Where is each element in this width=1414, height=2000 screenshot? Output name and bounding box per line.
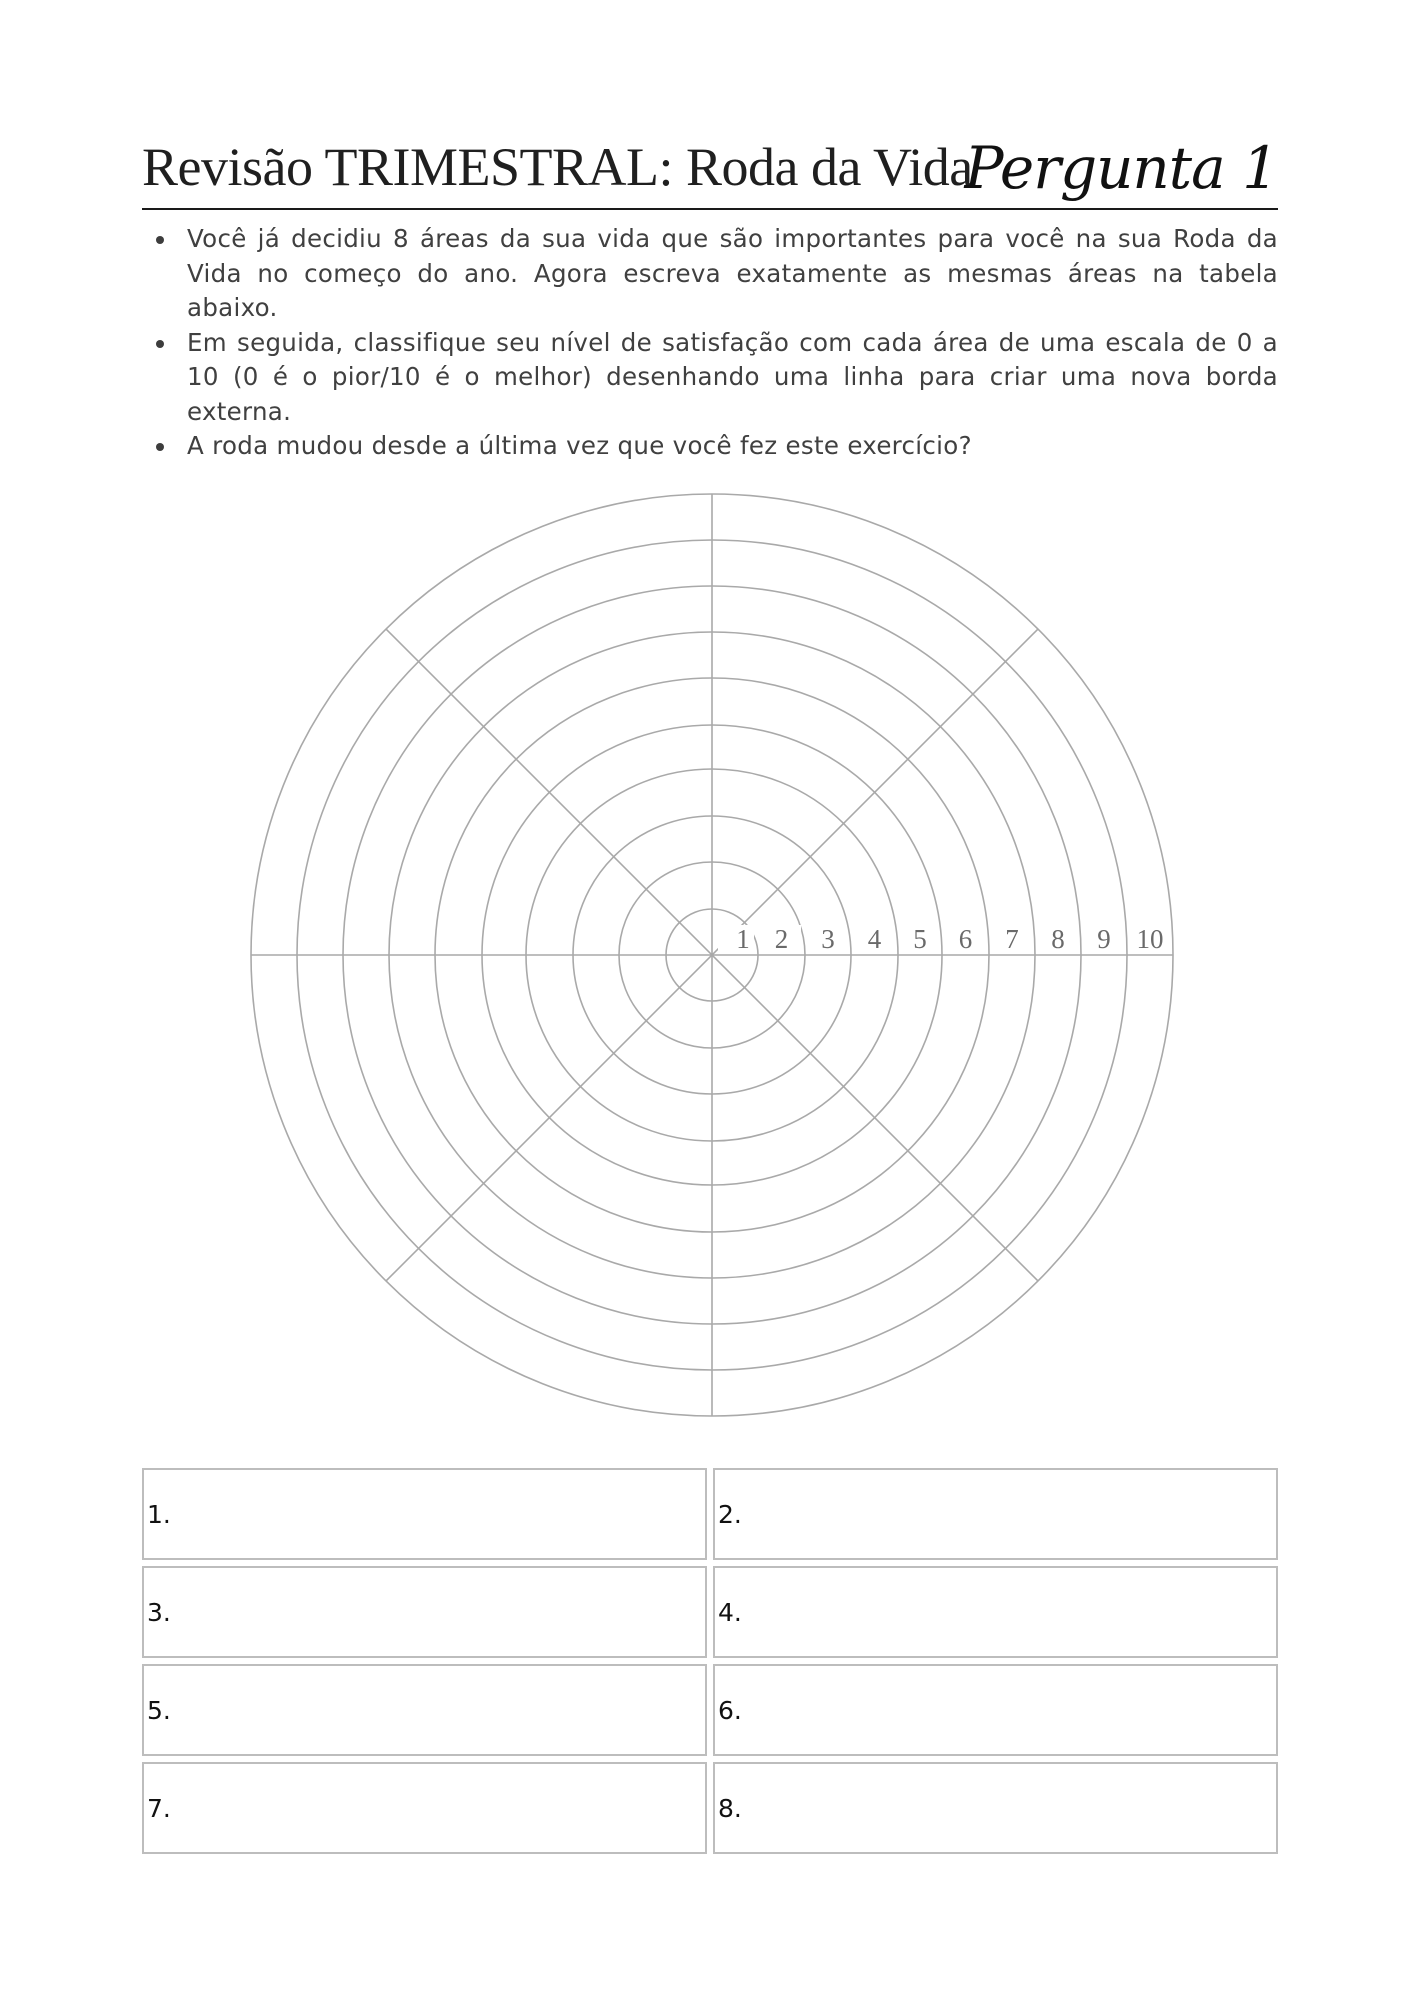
scale-label: 5	[913, 924, 927, 954]
area-number: 2.	[718, 1499, 742, 1529]
area-number: 1.	[147, 1499, 171, 1529]
instruction-text: A roda mudou desde a última vez que você fez este exercício?	[187, 431, 972, 460]
bullet-icon	[156, 340, 164, 348]
instructions-list	[142, 222, 1278, 464]
life-wheel[interactable]	[240, 483, 1184, 1427]
area-cell-1[interactable]	[142, 1468, 707, 1560]
bullet-icon	[156, 236, 164, 244]
scale-label: 2	[774, 924, 789, 954]
page-header	[142, 128, 1278, 210]
area-cell-7[interactable]	[142, 1762, 707, 1854]
instruction-item	[142, 429, 1278, 464]
area-cell-2[interactable]	[713, 1468, 1278, 1560]
area-number: 7.	[147, 1793, 171, 1823]
bullet-icon	[156, 443, 164, 451]
instruction-item	[142, 222, 1278, 326]
scale-label: 7	[1005, 924, 1019, 954]
scale-label: 4	[867, 924, 882, 954]
area-number: 8.	[718, 1793, 742, 1823]
area-cell-6[interactable]	[713, 1664, 1278, 1756]
area-number: 5.	[147, 1695, 171, 1725]
area-number: 6.	[718, 1695, 742, 1725]
scale-label: 1	[736, 924, 750, 954]
area-number: 3.	[147, 1597, 171, 1627]
instruction-text: Você já decidiu 8 áreas da sua vida que são importantes para você na sua Roda da Vida no começo do ano. Agora escreva exatamente as mesmas áreas na tabela abaixo.	[187, 224, 1278, 322]
scale-label: 6	[958, 924, 973, 954]
area-cell-5[interactable]	[142, 1664, 707, 1756]
instruction-text: Em seguida, classifique seu nível de satisfação com cada área de uma escala de 0 a 10 (0 é o pior/10 é o melhor) desenhando uma linha para criar uma nova borda externa.	[187, 327, 1278, 426]
scale-label: 3	[821, 924, 835, 954]
areas-table	[142, 1468, 1278, 1854]
area-cell-8[interactable]	[713, 1762, 1278, 1854]
scale-label: 10	[1136, 924, 1164, 954]
area-cell-3[interactable]	[142, 1566, 707, 1658]
instruction-item	[142, 326, 1278, 430]
area-number: 4.	[718, 1597, 742, 1627]
page-title: Revisão TRIMESTRAL: Roda da Vida	[142, 137, 973, 197]
area-cell-4[interactable]	[713, 1566, 1278, 1658]
scale-label: 9	[1097, 924, 1111, 954]
question-label: Pergunta 1	[964, 134, 1278, 202]
scale-label: 8	[1051, 924, 1065, 954]
